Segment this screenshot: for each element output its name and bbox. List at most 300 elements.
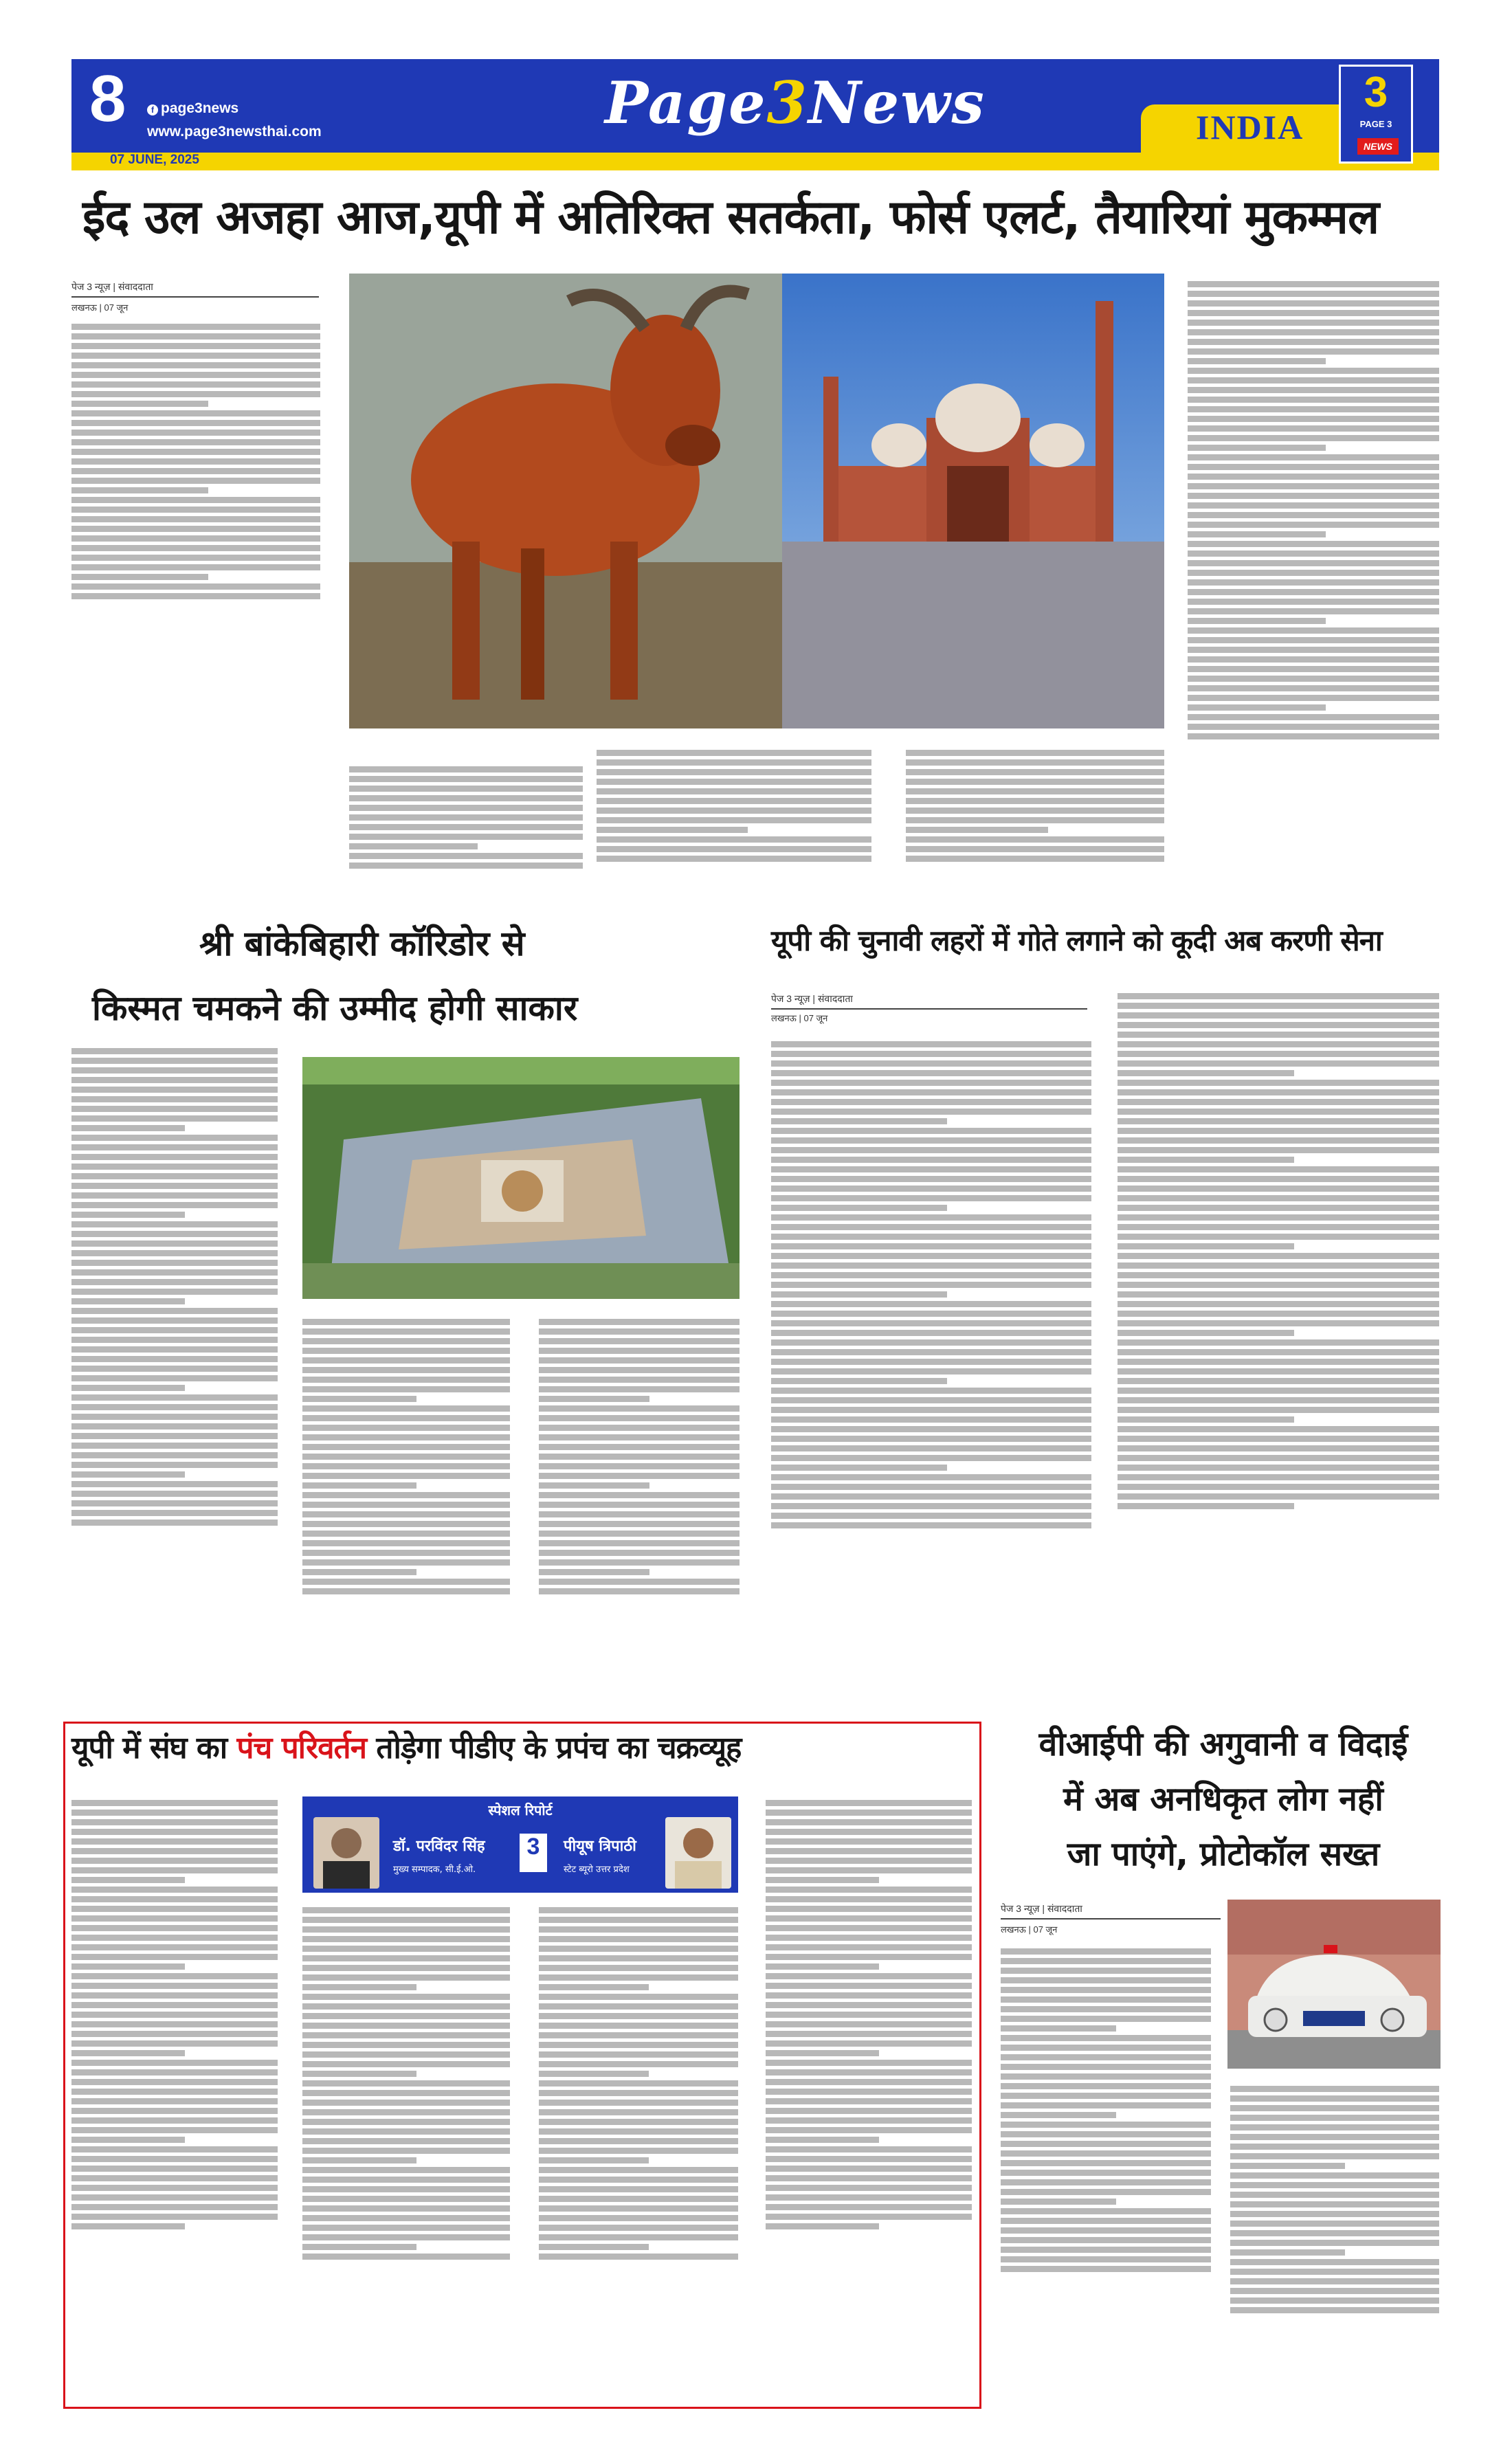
text-line-placeholder xyxy=(1118,1262,1439,1269)
text-line-placeholder xyxy=(71,507,320,513)
text-line-placeholder xyxy=(302,1463,510,1469)
text-line-placeholder xyxy=(302,1559,510,1566)
text-line-placeholder xyxy=(539,2225,738,2231)
masthead-yellow-strip xyxy=(71,153,1439,170)
text-line-placeholder xyxy=(1001,2256,1211,2262)
text-line-placeholder xyxy=(1118,1378,1439,1384)
text-line-placeholder xyxy=(71,2050,185,2056)
text-line-placeholder xyxy=(1188,454,1439,460)
text-line-placeholder xyxy=(539,2234,738,2240)
text-line-placeholder xyxy=(597,750,871,756)
text-line-placeholder xyxy=(1188,377,1439,383)
text-line-placeholder xyxy=(302,2157,416,2163)
text-line-placeholder xyxy=(539,2215,738,2221)
text-line-placeholder xyxy=(302,1338,510,1344)
text-line-placeholder xyxy=(71,2127,278,2133)
text-line-placeholder xyxy=(771,1089,1091,1095)
text-line-placeholder xyxy=(1118,1234,1439,1240)
text-line-placeholder xyxy=(597,779,871,785)
text-line-placeholder xyxy=(1188,502,1439,509)
text-line-placeholder xyxy=(71,391,320,397)
text-line-placeholder xyxy=(766,2214,972,2220)
text-line-placeholder xyxy=(771,1339,1091,1346)
text-line-placeholder xyxy=(71,1906,278,1912)
social-handle: f page3news xyxy=(147,100,238,117)
text-line-placeholder xyxy=(597,759,871,766)
text-line-placeholder xyxy=(1118,1118,1439,1124)
text-line-placeholder xyxy=(302,2128,510,2135)
text-line-placeholder xyxy=(771,1330,1091,1336)
text-line-placeholder xyxy=(539,1540,740,1546)
text-line-placeholder xyxy=(766,1810,972,1816)
text-line-placeholder xyxy=(71,1877,185,1883)
army-dateline: लखनऊ | 07 जून xyxy=(771,1013,828,1023)
text-line-placeholder xyxy=(906,759,1164,766)
text-line-placeholder xyxy=(302,1926,510,1933)
text-line-placeholder xyxy=(1188,618,1326,624)
text-line-placeholder xyxy=(302,1955,510,1961)
text-line-placeholder xyxy=(1118,1166,1439,1172)
lead-body-column-5 xyxy=(1188,278,1439,907)
text-line-placeholder xyxy=(71,333,320,340)
text-line-placeholder xyxy=(539,1984,649,1990)
car-illustration xyxy=(1227,1900,1441,2069)
logo-digit: 3 xyxy=(1364,69,1388,116)
text-line-placeholder xyxy=(1001,2035,1211,2041)
text-line-placeholder xyxy=(1118,1109,1439,1115)
text-line-placeholder xyxy=(771,1137,1091,1144)
text-line-placeholder xyxy=(1188,445,1326,451)
text-line-placeholder xyxy=(71,1800,278,1806)
text-line-placeholder xyxy=(1230,2144,1439,2150)
text-line-placeholder xyxy=(71,516,320,522)
corridor-illustration xyxy=(302,1057,740,1299)
text-line-placeholder xyxy=(539,1415,740,1421)
text-line-placeholder xyxy=(1188,627,1439,634)
text-line-placeholder xyxy=(71,2156,278,2162)
text-line-placeholder xyxy=(1188,733,1439,739)
text-line-placeholder xyxy=(302,2205,510,2212)
text-line-placeholder xyxy=(1001,2160,1211,2166)
text-line-placeholder xyxy=(71,439,320,445)
text-line-placeholder xyxy=(1230,2163,1345,2169)
text-line-placeholder xyxy=(71,2185,278,2191)
text-line-placeholder xyxy=(302,1444,510,1450)
text-line-placeholder xyxy=(539,1965,738,1971)
text-line-placeholder xyxy=(71,2175,278,2181)
text-line-placeholder xyxy=(71,1471,185,1478)
text-line-placeholder xyxy=(302,2100,510,2106)
text-line-placeholder xyxy=(71,381,320,388)
text-line-placeholder xyxy=(1118,1407,1439,1413)
text-line-placeholder xyxy=(1188,666,1439,672)
text-line-placeholder xyxy=(302,2225,510,2231)
text-line-placeholder xyxy=(539,1492,740,1498)
text-line-placeholder xyxy=(302,1415,510,1421)
sangh-body-column-3 xyxy=(539,1904,738,2394)
text-line-placeholder xyxy=(71,2108,278,2114)
text-line-placeholder xyxy=(1001,2266,1211,2272)
text-line-placeholder xyxy=(71,1414,278,1420)
text-line-placeholder xyxy=(771,1109,1091,1115)
lead-body-column-4 xyxy=(906,746,1164,907)
text-line-placeholder xyxy=(539,1473,740,1479)
text-line-placeholder xyxy=(1188,339,1439,345)
text-line-placeholder xyxy=(71,1423,278,1429)
vip-dateline: लखनऊ | 07 जून xyxy=(1001,1924,1058,1935)
issue-date: 07 JUNE, 2025 xyxy=(110,153,199,167)
text-line-placeholder xyxy=(766,2012,972,2018)
text-line-placeholder xyxy=(71,410,320,416)
text-line-placeholder xyxy=(302,2177,510,2183)
author2-avatar xyxy=(665,1817,731,1889)
text-line-placeholder xyxy=(1188,329,1439,335)
text-line-placeholder xyxy=(302,2254,510,2260)
text-line-placeholder xyxy=(1001,2170,1211,2176)
text-line-placeholder xyxy=(771,1060,1091,1067)
text-line-placeholder xyxy=(766,1915,972,1922)
text-line-placeholder xyxy=(1118,1503,1294,1509)
text-line-placeholder xyxy=(1230,2249,1345,2256)
text-line-placeholder xyxy=(539,1425,740,1431)
vip-headline-line3: जा पाएंगे, प्रोटोकॉल सख्त xyxy=(1067,1835,1380,1873)
text-line-placeholder xyxy=(71,372,320,378)
text-line-placeholder xyxy=(71,1867,278,1873)
text-line-placeholder xyxy=(539,1579,740,1585)
text-line-placeholder xyxy=(597,817,871,823)
text-line-placeholder xyxy=(539,1974,738,1981)
text-line-placeholder xyxy=(71,1212,185,1218)
text-line-placeholder xyxy=(1118,1195,1439,1201)
text-line-placeholder xyxy=(539,1955,738,1961)
army-body-column-2 xyxy=(1118,990,1439,1704)
text-line-placeholder xyxy=(71,2079,278,2085)
text-line-placeholder xyxy=(1001,2247,1211,2253)
text-line-placeholder xyxy=(539,2196,738,2202)
text-line-placeholder xyxy=(302,1482,416,1489)
text-line-placeholder xyxy=(539,2013,738,2019)
text-line-placeholder xyxy=(1188,714,1439,720)
text-line-placeholder xyxy=(71,1829,278,1835)
text-line-placeholder xyxy=(1118,1426,1439,1432)
text-line-placeholder xyxy=(71,2060,278,2066)
text-line-placeholder xyxy=(71,535,320,542)
text-line-placeholder xyxy=(71,1935,278,1941)
text-line-placeholder xyxy=(1118,1157,1294,1163)
text-line-placeholder xyxy=(1188,425,1439,432)
text-line-placeholder xyxy=(766,1867,972,1873)
page-number: 8 xyxy=(89,62,126,135)
text-line-placeholder xyxy=(1230,2153,1439,2159)
text-line-placeholder xyxy=(302,1540,510,1546)
text-line-placeholder xyxy=(1230,2086,1439,2092)
text-line-placeholder xyxy=(1001,1977,1211,1983)
text-line-placeholder xyxy=(766,1800,972,1806)
army-byline: पेज 3 न्यूज़ | संवाददाता xyxy=(771,992,1087,1010)
logo-news-tag: NEWS xyxy=(1357,138,1399,155)
text-line-placeholder xyxy=(539,2080,738,2087)
vip-headline-line2: में अब अनधिकृत लोग नहीं xyxy=(1063,1780,1383,1818)
text-line-placeholder xyxy=(1188,550,1439,557)
text-line-placeholder xyxy=(766,2098,972,2104)
corridor-aerial-photo xyxy=(302,1057,740,1299)
text-line-placeholder xyxy=(1230,2211,1439,2217)
text-line-placeholder xyxy=(302,2051,510,2058)
text-line-placeholder xyxy=(71,401,208,407)
text-line-placeholder xyxy=(302,1531,510,1537)
text-line-placeholder xyxy=(1188,579,1439,586)
text-line-placeholder xyxy=(771,1301,1091,1307)
text-line-placeholder xyxy=(1230,2124,1439,2130)
text-line-placeholder xyxy=(1188,300,1439,307)
text-line-placeholder xyxy=(71,526,320,532)
text-line-placeholder xyxy=(1118,1320,1439,1326)
text-line-placeholder xyxy=(302,1473,510,1479)
text-line-placeholder xyxy=(539,2090,738,2096)
text-line-placeholder xyxy=(771,1493,1091,1500)
text-line-placeholder xyxy=(1230,2192,1439,2198)
text-line-placeholder xyxy=(302,1907,510,1913)
text-line-placeholder xyxy=(1118,1012,1439,1019)
text-line-placeholder xyxy=(766,1906,972,1912)
text-line-placeholder xyxy=(1118,1493,1439,1500)
text-line-placeholder xyxy=(1001,2179,1211,2185)
text-line-placeholder xyxy=(1230,2201,1439,2207)
text-line-placeholder xyxy=(1118,1291,1439,1298)
text-line-placeholder xyxy=(1118,1253,1439,1259)
text-line-placeholder xyxy=(71,1308,278,1314)
text-line-placeholder xyxy=(771,1311,1091,1317)
text-line-placeholder xyxy=(302,1946,510,1952)
text-line-placeholder xyxy=(1001,2122,1211,2128)
text-line-placeholder xyxy=(771,1397,1091,1403)
text-line-placeholder xyxy=(71,353,320,359)
text-line-placeholder xyxy=(771,1176,1091,1182)
corridor-body-column-2 xyxy=(302,1315,510,1704)
text-line-placeholder xyxy=(906,769,1164,775)
text-line-placeholder xyxy=(71,1135,278,1141)
lead-body-column-2 xyxy=(349,763,583,907)
text-line-placeholder xyxy=(771,1426,1091,1432)
author1-role: मुख्य सम्पादक, सी.ई.ओ. xyxy=(393,1865,476,1875)
text-line-placeholder xyxy=(539,1588,740,1594)
text-line-placeholder xyxy=(71,1231,278,1237)
text-line-placeholder xyxy=(539,1569,649,1575)
text-line-placeholder xyxy=(349,853,583,859)
text-line-placeholder xyxy=(539,1917,738,1923)
text-line-placeholder xyxy=(766,2117,972,2124)
text-line-placeholder xyxy=(771,1243,1091,1249)
text-line-placeholder xyxy=(71,1154,278,1160)
text-line-placeholder xyxy=(539,1348,740,1354)
text-line-placeholder xyxy=(302,1588,510,1594)
text-line-placeholder xyxy=(1118,1089,1439,1095)
text-line-placeholder xyxy=(1118,993,1439,999)
text-line-placeholder xyxy=(302,2215,510,2221)
text-line-placeholder xyxy=(1118,1484,1439,1490)
text-line-placeholder xyxy=(1230,2240,1439,2246)
text-line-placeholder xyxy=(539,2205,738,2212)
text-line-placeholder xyxy=(766,2089,972,2095)
text-line-placeholder xyxy=(1118,1022,1439,1028)
text-line-placeholder xyxy=(1188,320,1439,326)
text-line-placeholder xyxy=(71,2166,278,2172)
mosque-prayer-photo xyxy=(782,274,1164,728)
text-line-placeholder xyxy=(771,1253,1091,1259)
text-line-placeholder xyxy=(71,1058,278,1064)
text-line-placeholder xyxy=(1188,522,1439,528)
text-line-placeholder xyxy=(766,2031,972,2037)
text-line-placeholder xyxy=(71,1048,278,1054)
text-line-placeholder xyxy=(766,2040,972,2047)
text-line-placeholder xyxy=(302,2061,510,2067)
text-line-placeholder xyxy=(539,2167,738,2173)
army-body-column-1 xyxy=(771,1038,1091,1704)
text-line-placeholder xyxy=(1230,2134,1439,2140)
text-line-placeholder xyxy=(71,545,320,551)
text-line-placeholder xyxy=(597,827,748,833)
text-line-placeholder xyxy=(302,2138,510,2144)
text-line-placeholder xyxy=(71,478,320,484)
lead-body-column-1 xyxy=(71,320,320,705)
text-line-placeholder xyxy=(302,2196,510,2202)
text-line-placeholder xyxy=(71,1915,278,1922)
text-line-placeholder xyxy=(71,1192,278,1199)
text-line-placeholder xyxy=(906,788,1164,794)
text-line-placeholder xyxy=(766,1935,972,1941)
text-line-placeholder xyxy=(539,1357,740,1364)
text-line-placeholder xyxy=(539,2023,738,2029)
text-line-placeholder xyxy=(302,1405,510,1412)
text-line-placeholder xyxy=(349,814,583,821)
brand-logo xyxy=(1339,65,1413,164)
text-line-placeholder xyxy=(771,1205,947,1211)
text-line-placeholder xyxy=(71,1992,278,1999)
brand-wordmark: Page3News xyxy=(605,69,986,137)
text-line-placeholder xyxy=(71,468,320,474)
text-line-placeholder xyxy=(766,2021,972,2027)
sangh-body-column-4 xyxy=(766,1796,972,2394)
text-line-placeholder xyxy=(71,1394,278,1401)
text-line-placeholder xyxy=(71,583,320,590)
goat-photo xyxy=(349,274,782,728)
text-line-placeholder xyxy=(771,1368,1091,1375)
text-line-placeholder xyxy=(539,1463,740,1469)
text-line-placeholder xyxy=(71,2137,185,2143)
text-line-placeholder xyxy=(1118,1301,1439,1307)
text-line-placeholder xyxy=(771,1465,947,1471)
corridor-body-column-1 xyxy=(71,1045,278,1704)
text-line-placeholder xyxy=(539,1377,740,1383)
text-line-placeholder xyxy=(766,1954,972,1960)
text-line-placeholder xyxy=(1001,2112,1116,2118)
text-line-placeholder xyxy=(302,1965,510,1971)
text-line-placeholder xyxy=(771,1157,1091,1163)
text-line-placeholder xyxy=(71,593,320,599)
text-line-placeholder xyxy=(766,2069,972,2076)
text-line-placeholder xyxy=(1188,685,1439,691)
text-line-placeholder xyxy=(71,1183,278,1189)
website-link[interactable]: www.page3newsthai.com xyxy=(147,124,322,140)
text-line-placeholder xyxy=(1001,2208,1211,2214)
text-line-placeholder xyxy=(539,1482,649,1489)
text-line-placeholder xyxy=(302,1348,510,1354)
text-line-placeholder xyxy=(766,1944,972,1950)
text-line-placeholder xyxy=(71,1433,278,1439)
text-line-placeholder xyxy=(1188,387,1439,393)
text-line-placeholder xyxy=(71,1838,278,1845)
text-line-placeholder xyxy=(71,2117,278,2124)
text-line-placeholder xyxy=(1188,724,1439,730)
text-line-placeholder xyxy=(302,1984,416,1990)
text-line-placeholder xyxy=(71,2040,278,2047)
text-line-placeholder xyxy=(1001,2131,1211,2137)
text-line-placeholder xyxy=(766,1838,972,1845)
text-line-placeholder xyxy=(1001,2150,1211,2157)
text-line-placeholder xyxy=(539,1367,740,1373)
text-line-placeholder xyxy=(771,1484,1091,1490)
text-line-placeholder xyxy=(539,2138,738,2144)
text-line-placeholder xyxy=(539,2071,649,2077)
text-line-placeholder xyxy=(1118,1060,1439,1067)
text-line-placeholder xyxy=(766,2050,879,2056)
text-line-placeholder xyxy=(71,1164,278,1170)
text-line-placeholder xyxy=(1230,2297,1439,2304)
text-line-placeholder xyxy=(71,1925,278,1931)
text-line-placeholder xyxy=(71,1279,278,1285)
text-line-placeholder xyxy=(71,1452,278,1458)
corridor-body-column-3 xyxy=(539,1315,740,1704)
text-line-placeholder xyxy=(771,1128,1091,1134)
text-line-placeholder xyxy=(71,1404,278,1410)
text-line-placeholder xyxy=(771,1359,1091,1365)
text-line-placeholder xyxy=(71,1337,278,1343)
text-line-placeholder xyxy=(1118,1416,1294,1423)
text-line-placeholder xyxy=(71,2146,278,2152)
text-line-placeholder xyxy=(302,1454,510,1460)
text-line-placeholder xyxy=(71,1366,278,1372)
text-line-placeholder xyxy=(302,1367,510,1373)
text-line-placeholder xyxy=(71,1240,278,1247)
text-line-placeholder xyxy=(302,2234,510,2240)
text-line-placeholder xyxy=(302,2090,510,2096)
text-line-placeholder xyxy=(1188,704,1326,711)
text-line-placeholder xyxy=(302,1521,510,1527)
text-line-placeholder xyxy=(71,1896,278,1902)
text-line-placeholder xyxy=(71,574,208,580)
text-line-placeholder xyxy=(71,1250,278,1256)
text-line-placeholder xyxy=(771,1166,1091,1172)
text-line-placeholder xyxy=(1001,2054,1211,2060)
lead-byline: पेज 3 न्यूज़ | संवाददाता xyxy=(71,280,319,298)
text-line-placeholder xyxy=(766,1819,972,1825)
text-line-placeholder xyxy=(302,1434,510,1440)
text-line-placeholder xyxy=(1188,435,1439,441)
text-line-placeholder xyxy=(771,1320,1091,1326)
text-line-placeholder xyxy=(539,1559,740,1566)
sangh-body-column-1 xyxy=(71,1796,278,2394)
text-line-placeholder xyxy=(71,324,320,330)
text-line-placeholder xyxy=(771,1070,1091,1076)
text-line-placeholder xyxy=(1118,1445,1439,1451)
text-line-placeholder xyxy=(771,1195,1091,1201)
special-report-label: स्पेशल रिपोर्ट xyxy=(488,1802,553,1818)
text-line-placeholder xyxy=(1001,2102,1211,2108)
author1-avatar xyxy=(313,1817,379,1889)
text-line-placeholder xyxy=(1118,1080,1439,1086)
text-line-placeholder xyxy=(766,2002,972,2008)
text-line-placeholder xyxy=(302,2186,510,2192)
